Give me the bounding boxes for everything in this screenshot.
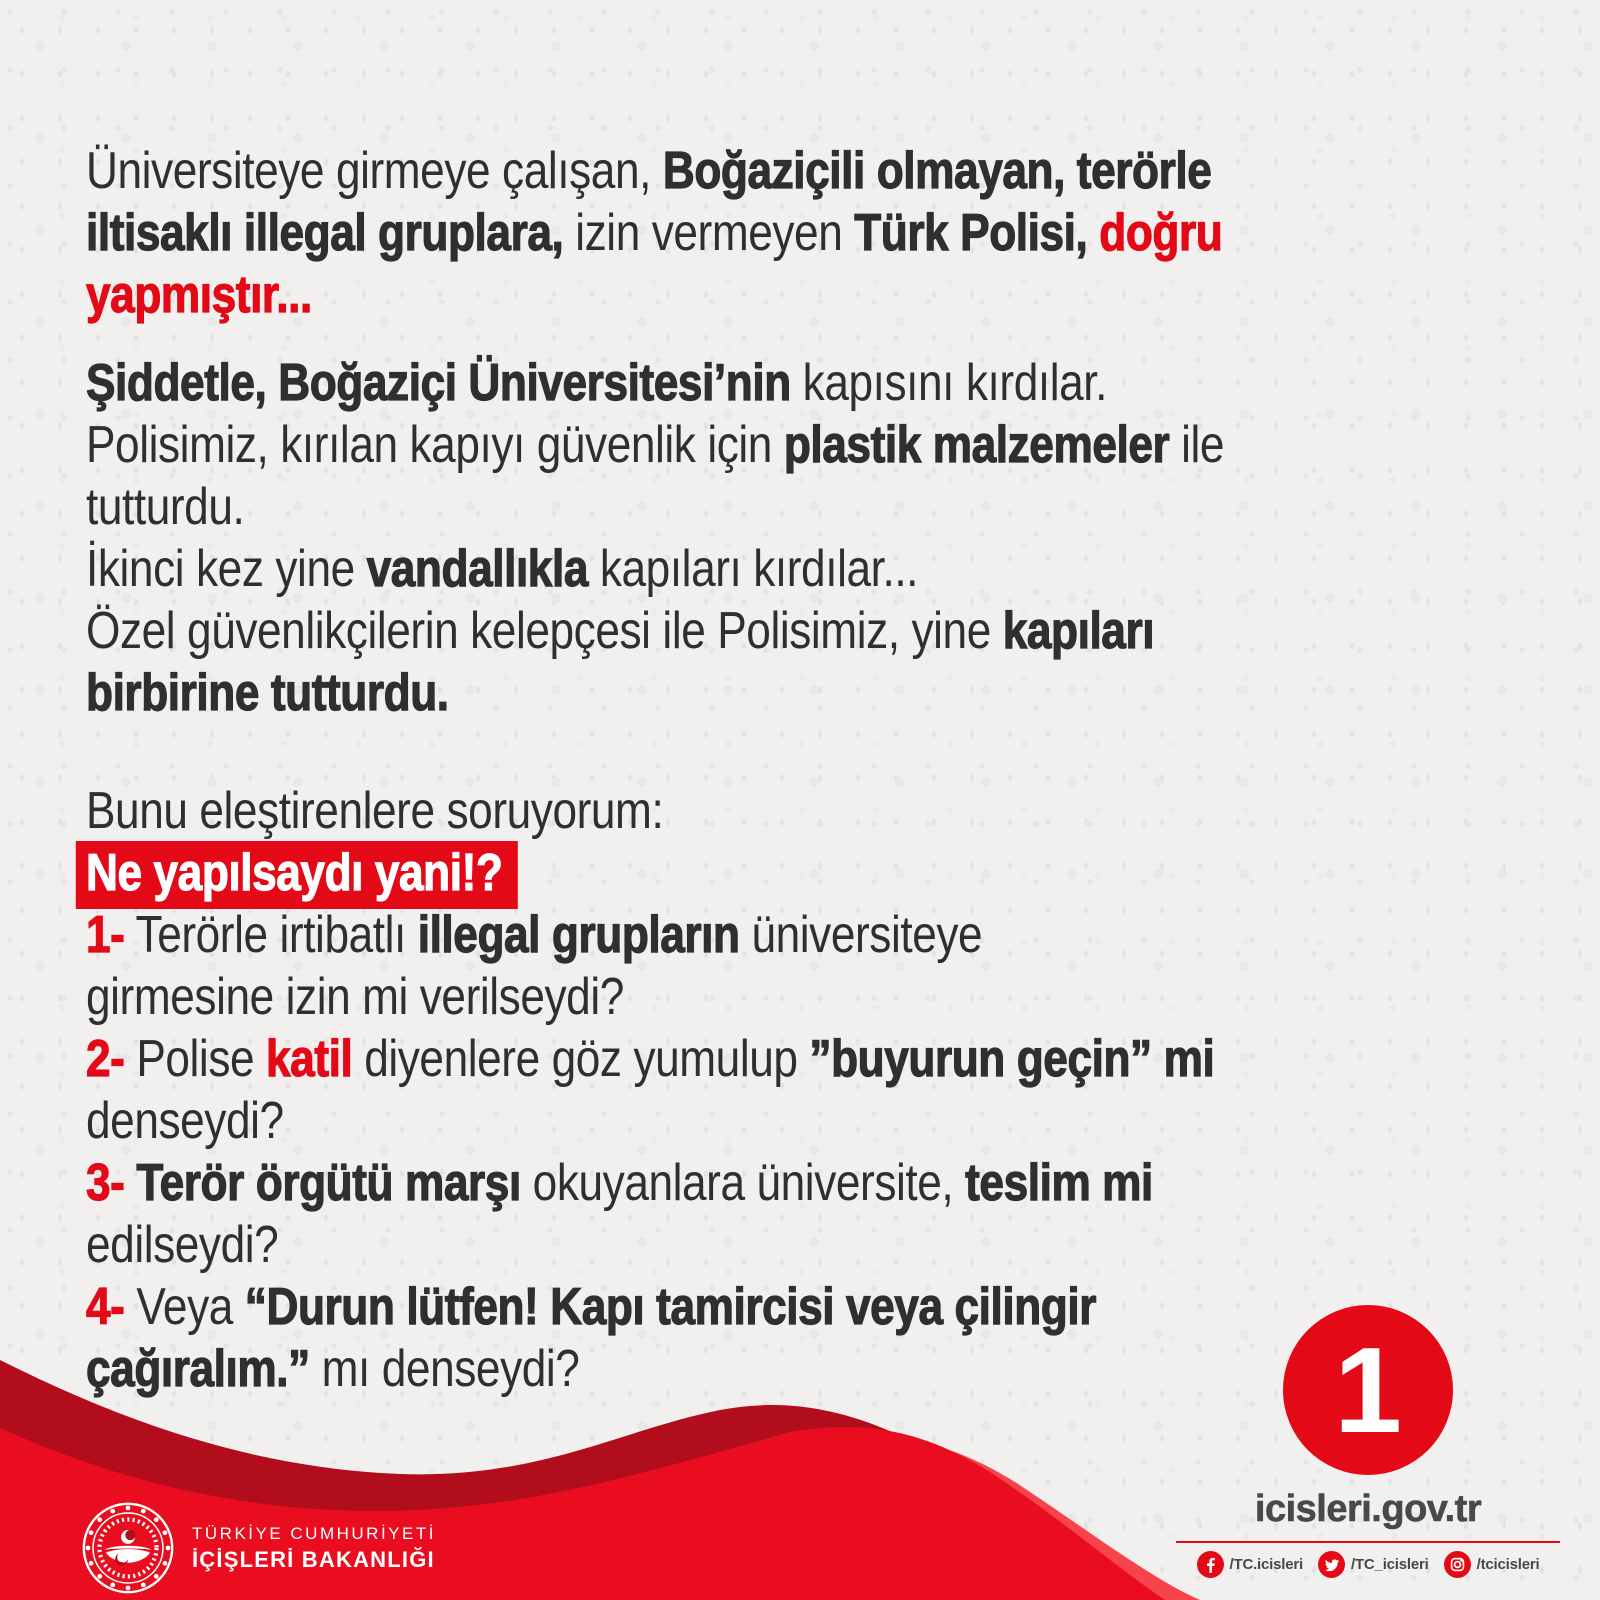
- text-line: [86, 476, 1582, 538]
- text-segment: Polisimiz, kırılan kapıyı güvenlik için: [86, 416, 784, 474]
- text-segment: ”buyurun geçin” mi: [809, 1030, 1215, 1088]
- paragraph: [86, 140, 1582, 326]
- text-segment: iltisaklı illegal gruplara,: [86, 204, 564, 262]
- social-row: [1158, 1551, 1578, 1578]
- text-segment: birbirine tutturdu.: [86, 664, 449, 722]
- text-segment: Terör örgütü marşı: [136, 1154, 521, 1212]
- text-line: [86, 352, 1582, 414]
- text-segment: plastik malzemeler: [783, 416, 1170, 474]
- text-segment: 3-: [86, 1154, 125, 1212]
- text-segment: Terörle irtibatlı: [124, 906, 418, 964]
- social-item-facebook: [1197, 1551, 1303, 1578]
- text-segment: Boğaziçili olmayan, terörle: [662, 142, 1212, 200]
- instagram-icon: [1444, 1551, 1471, 1578]
- text-line: [86, 264, 1582, 326]
- text-line: [86, 202, 1582, 264]
- text-segment: denseydi?: [86, 1092, 284, 1150]
- text-segment: Veya: [124, 1278, 245, 1336]
- text-segment: diyenlere göz yumulup: [352, 1030, 810, 1088]
- text-segment: mı denseydi?: [309, 1340, 580, 1398]
- text-segment: 4-: [86, 1278, 125, 1336]
- text-line: [86, 662, 1582, 724]
- text-segment: kapıları: [1002, 602, 1155, 660]
- text-segment: Bunu eleştirenlere soruyorum:: [86, 782, 664, 840]
- text-segment: ile: [1169, 416, 1225, 474]
- text-line: [86, 414, 1582, 476]
- paragraph: [86, 352, 1582, 724]
- text-line: [86, 1028, 1582, 1090]
- text-segment: Türk Polisi,: [854, 204, 1088, 262]
- website-url: icisleri.gov.tr: [1254, 1488, 1482, 1530]
- social-item-twitter: [1318, 1551, 1429, 1578]
- text-segment: okuyanlara üniversite,: [520, 1154, 966, 1212]
- text-segment: Polise: [124, 1030, 267, 1088]
- text-line: [86, 966, 1582, 1028]
- text-line: [86, 904, 1582, 966]
- social-handle: /tcicisleri: [1476, 1556, 1540, 1573]
- text-segment: “Durun lütfen! Kapı tamircisi veya çilingir: [244, 1278, 1096, 1336]
- text-segment: kapısını kırdılar.: [790, 354, 1107, 412]
- page-number-badge: [1283, 1305, 1453, 1475]
- ministry-name-line2: İÇİŞLERİ BAKANLIĞI: [192, 1546, 435, 1572]
- text-segment: İkinci kez yine: [86, 540, 367, 598]
- text-segment: katil: [266, 1030, 353, 1088]
- text-segment: teslim mi: [965, 1154, 1153, 1212]
- text-segment: vandallıkla: [366, 540, 588, 598]
- social-handle: /TC_icisleri: [1350, 1556, 1429, 1573]
- text-segment: Üniversiteye girmeye çalışan,: [86, 142, 663, 200]
- text-line: [86, 842, 1582, 904]
- website-divider: [1176, 1541, 1560, 1543]
- text-segment: doğru: [1099, 204, 1223, 262]
- ministry-emblem-icon: [82, 1502, 174, 1594]
- social-handle: /TC.icisleri: [1229, 1556, 1303, 1573]
- social-item-instagram: [1444, 1551, 1540, 1578]
- page-number: 1: [1334, 1322, 1402, 1458]
- ministry-name-line1: TÜRKİYE CUMHURİYETİ: [192, 1523, 436, 1543]
- highlighted-text: Ne yapılsaydı yani!?: [76, 841, 518, 909]
- ministry-name: [192, 1524, 436, 1573]
- text-segment: Şiddetle, Boğaziçi Üniversitesi’nin: [86, 354, 791, 412]
- text-segment: izin vermeyen: [563, 204, 855, 262]
- body-text: [86, 140, 1582, 1400]
- facebook-icon: [1197, 1551, 1224, 1578]
- text-segment: çağıralım.”: [86, 1340, 310, 1398]
- text-segment: 1-: [86, 906, 125, 964]
- text-segment: edilseydi?: [86, 1216, 279, 1274]
- text-segment: [124, 1154, 136, 1212]
- text-segment: üniversiteye: [739, 906, 983, 964]
- text-segment: yapmıştır...: [86, 266, 312, 324]
- text-line: [86, 1090, 1582, 1152]
- text-line: [86, 140, 1582, 202]
- ministry-logo: [82, 1502, 436, 1594]
- twitter-icon: [1318, 1551, 1345, 1578]
- text-segment: kapıları kırdılar...: [587, 540, 919, 598]
- text-segment: [1087, 204, 1099, 262]
- text-segment: illegal grupların: [417, 906, 740, 964]
- text-segment: Özel güvenlikçilerin kelepçesi ile Polisimiz, yine: [86, 602, 1003, 660]
- text-line: [86, 1152, 1582, 1214]
- text-line: [86, 600, 1582, 662]
- text-line: [86, 780, 1582, 842]
- text-segment: girmesine izin mi verilseydi?: [86, 968, 624, 1026]
- text-segment: tutturdu.: [86, 478, 245, 536]
- text-segment: 2-: [86, 1030, 125, 1088]
- text-line: [86, 538, 1582, 600]
